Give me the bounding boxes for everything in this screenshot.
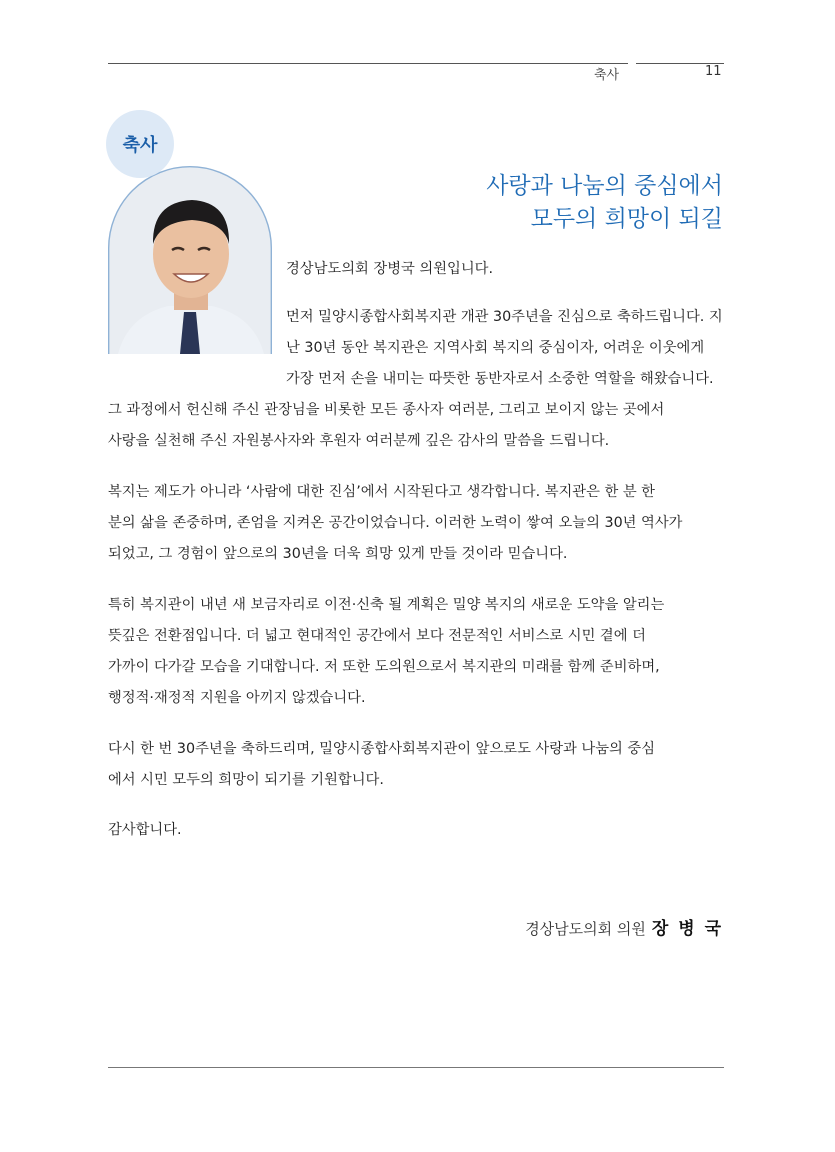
- intro-text: [286, 254, 493, 285]
- para2-line: 분의 삶을 존중하며, 존엄을 지켜온 공간이었습니다. 이러한 노력이 쌓여 오늘의 30년 역사가: [108, 515, 683, 531]
- signature-name: 장 병 국: [651, 919, 723, 939]
- para3-line: 행정적·재정적 지원을 아끼지 않겠습니다.: [108, 690, 366, 706]
- paragraph-1-full: [108, 395, 725, 457]
- paragraph-2: [108, 477, 725, 570]
- para1-line: 그 과정에서 헌신해 주신 관장님을 비롯한 모든 종사자 여러분, 그리고 보이지 않는 곳에서: [108, 402, 665, 418]
- para3-line: 가까이 다가갈 모습을 기대합니다. 저 또한 도의원으로서 복지관의 미래를 함께 준비하며,: [108, 659, 660, 675]
- para1-line: 사랑을 실천해 주신 자원봉사자와 후원자 여러분께 깊은 감사의 말씀을 드립니다.: [108, 433, 610, 449]
- para1-line: 난 30년 동안 복지관은 지역사회 복지의 중심이자, 어려운 이웃에게: [286, 340, 705, 356]
- paragraph-4: [108, 734, 725, 796]
- intro-line: 경상남도의회 장병국 의원입니다.: [286, 261, 493, 277]
- closing-line: 감사합니다.: [108, 822, 182, 838]
- title-line-1: 사랑과 나눔의 중심에서: [486, 173, 723, 199]
- paragraph-3: [108, 590, 725, 714]
- para2-line: 복지는 제도가 아니라 ‘사람에 대한 진심’에서 시작된다고 생각합니다. 복지관은 한 분 한: [108, 484, 655, 500]
- portrait-photo: [108, 166, 272, 354]
- para1-line: 먼저 밀양시종합사회복지관 개관 30주년을 진심으로 축하드립니다. 지: [286, 309, 723, 325]
- footer-rule: [108, 1067, 724, 1068]
- para3-line: 특히 복지관이 내년 새 보금자리로 이전·신축 될 계획은 밀양 복지의 새로운 도약을 알리는: [108, 597, 665, 613]
- signature-affiliation: 경상남도의회 의원: [525, 920, 646, 938]
- closing-text: [108, 815, 182, 846]
- para3-line: 뜻깊은 전환점입니다. 더 넓고 현대적인 공간에서 보다 전문적인 서비스로 시민 곁에 더: [108, 628, 646, 644]
- para1-line: 가장 먼저 손을 내미는 따뜻한 동반자로서 소중한 역할을 해왔습니다.: [286, 371, 714, 387]
- paragraph-1-indented: [286, 302, 725, 395]
- header-section-label: 축사: [594, 68, 620, 83]
- para4-line: 에서 시민 모두의 희망이 되기를 기원합니다.: [108, 772, 384, 788]
- para4-line: 다시 한 번 30주년을 축하드리며, 밀양시종합사회복지관이 앞으로도 사랑과 나눔의 중심: [108, 741, 656, 757]
- signature: [525, 914, 723, 939]
- page-title: [486, 170, 723, 236]
- para2-line: 되었고, 그 경험이 앞으로의 30년을 더욱 희망 있게 만들 것이라 믿습니다.: [108, 546, 568, 562]
- page-number: 11: [705, 64, 722, 79]
- section-badge: 축사: [106, 110, 174, 178]
- header-rule-left: [108, 63, 628, 64]
- title-line-2: 모두의 희망이 되길: [530, 206, 723, 232]
